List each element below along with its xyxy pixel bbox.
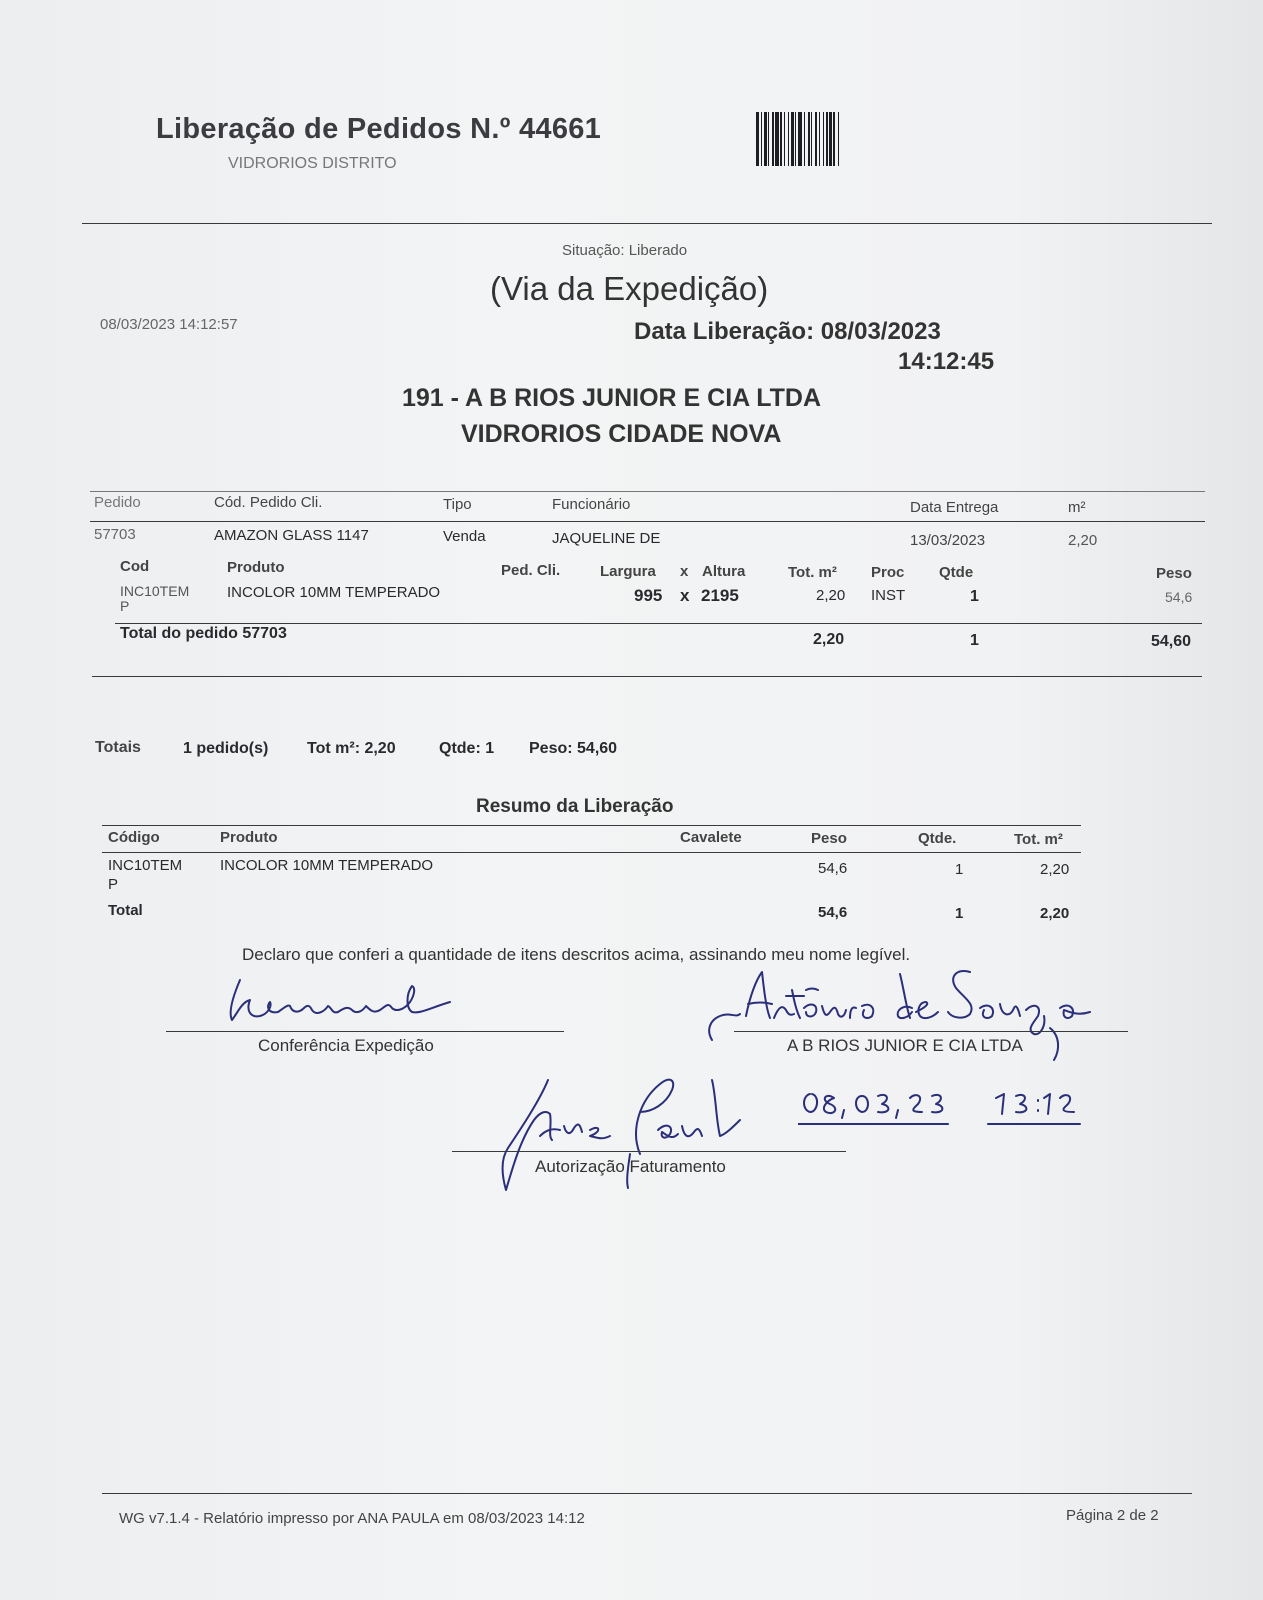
summary-header-qtde: Qtde. (918, 830, 957, 847)
summary-header-underline (102, 852, 1081, 853)
item-header-largura: Largura (600, 563, 656, 580)
header-divider (82, 223, 1212, 224)
conferencia-signature-line (166, 1031, 564, 1032)
item-header-produto: Produto (227, 559, 285, 576)
order-total-line (115, 623, 1202, 624)
item-x: x (680, 586, 690, 605)
col-header-pedido: Pedido (94, 494, 141, 511)
conferencia-label: Conferência Expedição (258, 1036, 434, 1055)
item-width: 995 (634, 586, 663, 605)
item-header-proc: Proc (871, 564, 905, 581)
status-text: Situação: Liberado (562, 242, 688, 259)
col-header-m2: m² (1068, 499, 1086, 516)
summary-header-tot-m2: Tot. m² (1014, 831, 1063, 848)
totals-orders: 1 pedido(s) (183, 740, 269, 757)
item-header-cod: Cod (120, 558, 150, 575)
summary-header-produto: Produto (220, 829, 278, 846)
document-subtitle: VIDRORIOS DISTRITO (228, 155, 397, 172)
store-name: VIDRORIOS CIDADE NOVA (461, 420, 782, 448)
summary-peso: 54,6 (818, 860, 848, 877)
order-client-code: AMAZON GLASS 1147 (214, 527, 369, 544)
item-header-peso: Peso (1156, 565, 1192, 582)
item-header-x: x (680, 563, 689, 580)
order-header-underline (90, 521, 1205, 522)
item-code-line1: INC10TEM (120, 583, 190, 599)
autorizacao-label: Autorização Faturamento (535, 1157, 726, 1176)
summary-product: INCOLOR 10MM TEMPERADO (220, 857, 434, 874)
col-header-tipo: Tipo (443, 496, 472, 513)
order-total-m2: 2,20 (813, 631, 845, 648)
barcode-image (756, 112, 956, 166)
order-m2: 2,20 (1068, 532, 1098, 549)
release-date: Data Liberação: 08/03/2023 (634, 318, 941, 345)
order-total-label: Total do pedido 57703 (120, 625, 287, 642)
summary-qtde: 1 (955, 861, 964, 878)
print-datetime: 08/03/2023 14:12:57 (100, 316, 238, 333)
document-title: Liberação de Pedidos N.º 44661 (156, 113, 602, 145)
item-header-qtde: Qtde (939, 564, 974, 581)
footer-print-info: WG v7.1.4 - Relatório impresso por ANA PAULA em 08/03/2023 14:12 (119, 1510, 585, 1527)
item-height: 2195 (701, 586, 739, 605)
release-time: 14:12:45 (898, 348, 995, 375)
signature-cliente (700, 960, 1140, 1080)
col-header-cod-pedido-cli: Cód. Pedido Cli. (214, 494, 323, 511)
summary-total-peso: 54,6 (818, 904, 848, 921)
col-header-funcionario: Funcionário (552, 496, 631, 513)
summary-total-tot-m2: 2,20 (1040, 905, 1070, 922)
totals-m2: Tot m²: 2,20 (307, 740, 396, 757)
footer-page-number: Página 2 de 2 (1066, 1507, 1159, 1524)
summary-code-line1: INC10TEM (108, 857, 183, 874)
order-employee: JAQUELINE DE (552, 530, 661, 547)
totals-peso: Peso: 54,60 (529, 740, 618, 757)
item-header-ped-cli: Ped. Cli. (501, 562, 561, 579)
order-number: 57703 (94, 526, 136, 543)
summary-title: Resumo da Liberação (476, 796, 674, 817)
item-header-tot-m2: Tot. m² (788, 564, 837, 581)
summary-total-label: Total (108, 902, 143, 919)
cliente-label: A B RIOS JUNIOR E CIA LTDA (787, 1036, 1023, 1055)
item-header-altura: Altura (702, 563, 746, 580)
item-qtde: 1 (970, 588, 979, 605)
order-total-qtde: 1 (970, 632, 979, 649)
order-total-peso: 54,60 (1151, 633, 1192, 650)
summary-top-line (102, 825, 1081, 826)
col-header-data-entrega: Data Entrega (910, 499, 999, 516)
client-name: 191 - A B RIOS JUNIOR E CIA LTDA (402, 384, 822, 412)
summary-tot-m2: 2,20 (1040, 861, 1070, 878)
signature-conferencia (220, 972, 470, 1032)
autorizacao-signature-line (452, 1151, 846, 1152)
item-product: INCOLOR 10MM TEMPERADO (227, 584, 441, 601)
summary-header-cavalete: Cavalete (680, 829, 742, 846)
footer-line (102, 1493, 1192, 1494)
order-delivery-date: 13/03/2023 (910, 532, 986, 549)
item-tot-m2: 2,20 (816, 587, 846, 604)
item-code-line2: P (120, 598, 130, 614)
item-proc: INST (871, 587, 906, 604)
item-peso: 54,6 (1165, 589, 1193, 605)
summary-code-line2: P (108, 876, 119, 893)
totals-label: Totais (95, 739, 141, 756)
summary-header-codigo: Código (108, 829, 160, 846)
summary-header-peso: Peso (811, 830, 847, 847)
declaration-text: Declaro que conferi a quantidade de itens descritos acima, assinando meu nome legível. (242, 945, 911, 964)
order-table-top-line (90, 491, 1205, 492)
handwritten-date (798, 1080, 1118, 1130)
order-type: Venda (443, 528, 486, 545)
totals-qtde: Qtde: 1 (439, 740, 495, 757)
cliente-signature-line (734, 1031, 1128, 1032)
via-title: (Via da Expedição) (490, 270, 769, 307)
summary-total-qtde: 1 (955, 905, 964, 922)
order-section-bottom-line (92, 676, 1202, 677)
